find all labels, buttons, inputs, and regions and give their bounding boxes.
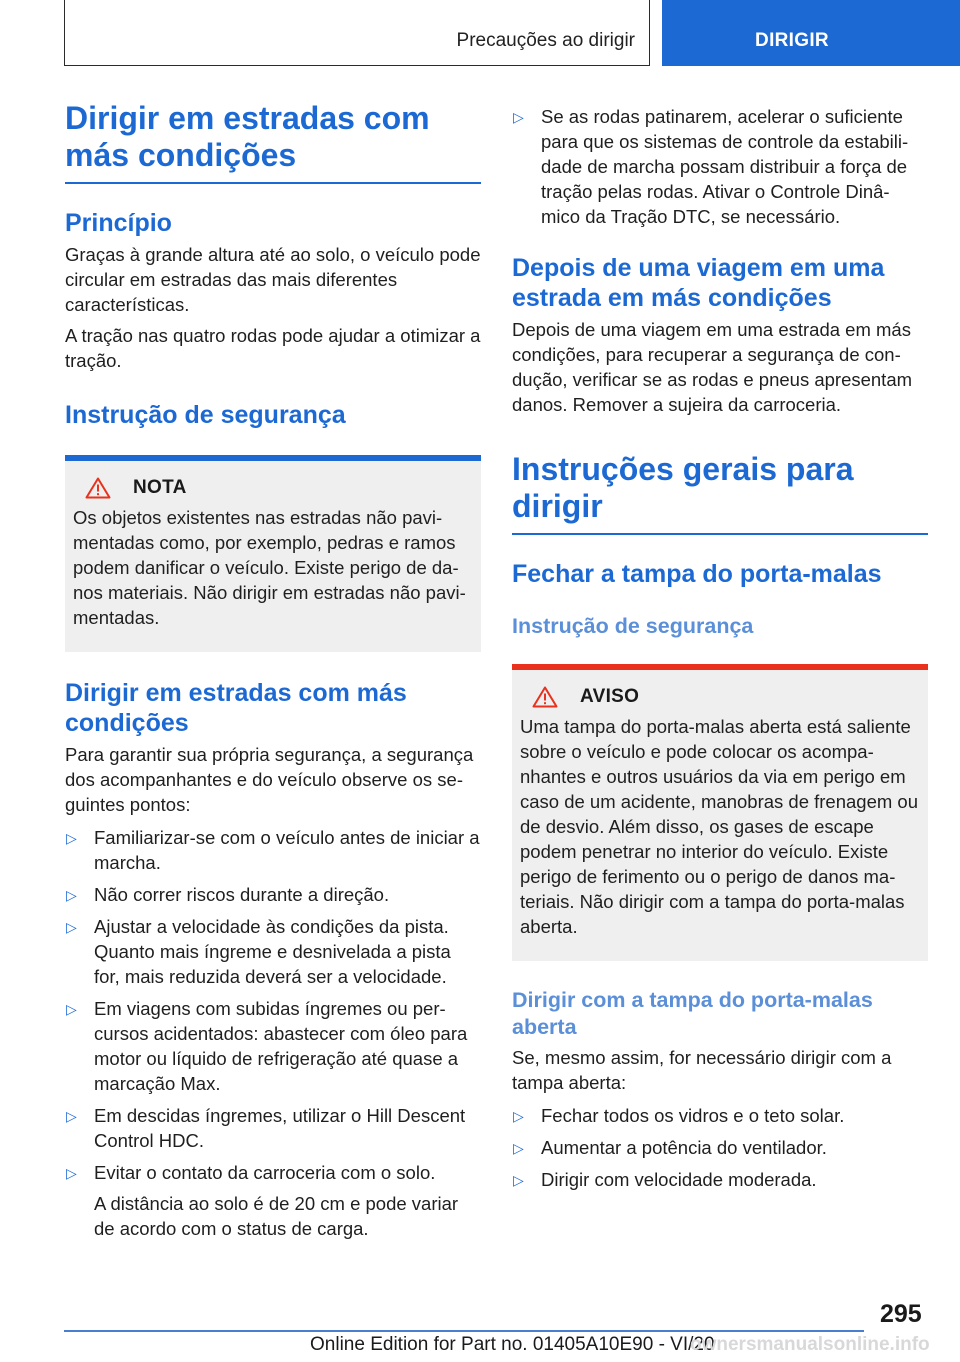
- heading-depois: Depois de uma viagem em uma estrada em más condições: [512, 254, 885, 312]
- list-item-detail: A distância ao solo é de 20 cm e pode variar de acordo com o status de carga.: [94, 1192, 459, 1239]
- list-item: ▷ Aumentar a potência do ventilador.: [512, 1135, 928, 1160]
- list-item: ▷ Evitar o contato da carroceria com o solo. A distância ao solo é de 20 cm e pode variar de acordo com o status de carga.: [65, 1160, 481, 1241]
- note-box: [65, 455, 481, 652]
- bullet-triangle-icon: ▷: [513, 1107, 524, 1124]
- left-column: [65, 100, 481, 1248]
- warning-title: AVISO: [580, 685, 640, 707]
- heading-seguranca-right: Instrução de segurança: [512, 613, 754, 638]
- edition-text: Online Edition for Part no. 01405A10E90 - VI/20: [310, 1334, 715, 1355]
- bullet-triangle-icon: ▷: [66, 1107, 77, 1124]
- paragraph: A tração nas quatro rodas pode ajudar a otimizar a tração.: [65, 324, 481, 371]
- footer-rule: [64, 1330, 864, 1332]
- bullet-triangle-icon: ▷: [513, 1139, 524, 1156]
- bullet-list: [512, 1103, 928, 1192]
- note-title: NOTA: [133, 476, 187, 498]
- paragraph: Graças à grande altura até ao solo, o veículo pode circular em estradas das mais diferentes características.: [65, 243, 481, 315]
- bullet-list: [65, 825, 481, 1241]
- bullet-triangle-icon: ▷: [66, 886, 77, 903]
- bullet-list: [512, 104, 928, 229]
- chapter-tab-label: DIRIGIR: [755, 30, 829, 51]
- section-title: Precauções ao dirigir: [456, 30, 635, 51]
- warning-triangle-icon: [532, 686, 558, 708]
- heading-principio: Princípio: [65, 208, 172, 237]
- list-item: ▷ Fechar todos os vidros e o teto solar.: [512, 1103, 928, 1128]
- bullet-triangle-icon: ▷: [513, 109, 524, 125]
- heading-fechar-tampa: Fechar a tampa do porta-malas: [512, 559, 882, 588]
- warning-header: [532, 686, 920, 708]
- list-item: ▷ Familiarizar-se com o veículo antes de iniciar a marcha.: [66, 826, 480, 873]
- paragraph: Depois de uma viagem em uma estrada em más condições, para recuperar a segurança de con-dução, verificar se as rodas e pneus apresentam danos. Remover a sujeira da carroceria.: [512, 319, 913, 415]
- note-header: [85, 477, 473, 499]
- list-item: ▷ Em descidas íngremes, utilizar o Hill Descent Control HDC.: [66, 1104, 466, 1151]
- watermark: ownersmanualsonline.info: [690, 1334, 930, 1355]
- note-text: Os objetos existentes nas estradas não pavi-mentadas como, por exemplo, pedras e ramos podem danificar o veículo. Existe perigo de da-nos materiais. Não dirigir em estradas não pavi-mentadas.: [73, 506, 466, 628]
- list-item: ▷ Em viagens com subidas íngremes ou per-cursos acidentados: abastecer com óleo para motor ou líquido de refrigeração até quase a marcação Max.: [66, 997, 468, 1094]
- paragraph: Se, mesmo assim, for necessário dirigir com a tampa aberta:: [512, 1046, 892, 1093]
- warning-triangle-icon: [85, 477, 111, 499]
- list-item: ▷ Dirigir com velocidade moderada.: [512, 1167, 928, 1192]
- warning-text: Uma tampa do porta-malas aberta está saliente sobre o veículo e pode colocar os acompa-nhantes e outros usuários da via em perigo em caso de um acidente, manobras de frenagem ou de desvio. Além disso, os gases de escape podem penetrar no interior do veículo. Existe perigo de ferimento ou o perigo de danos ma-teriais. Não dirigir com a tampa do porta-malas aberta.: [520, 715, 918, 937]
- bullet-triangle-icon: ▷: [66, 1000, 77, 1017]
- right-column: [512, 100, 928, 1199]
- bullet-triangle-icon: ▷: [66, 829, 77, 846]
- main-heading-right: Instruções gerais para dirigir: [512, 451, 854, 524]
- heading-rule: [65, 182, 481, 184]
- bullet-triangle-icon: ▷: [66, 1164, 77, 1181]
- warning-box: [512, 664, 928, 961]
- paragraph: Para garantir sua própria segurança, a segurança dos acompanhantes e do veículo observe os se-guintes pontos:: [65, 743, 474, 815]
- heading-dirigir-mas-condicoes: Dirigir em estradas com más condições: [65, 678, 407, 737]
- bullet-triangle-icon: ▷: [66, 918, 77, 935]
- main-heading-left: Dirigir em estradas com más condições: [65, 100, 430, 173]
- heading-rule: [512, 533, 928, 535]
- heading-seguranca: Instrução de segurança: [65, 400, 346, 429]
- bullet-triangle-icon: ▷: [513, 1171, 524, 1188]
- list-item: ▷ Se as rodas patinarem, acelerar o suficiente para que os sistemas de controle da estabili-dade de marcha possam distribuir a força de tração pelas rodas. Ativar o Controle Dinâ-mico da Tração DTC, se necessário.: [513, 106, 909, 227]
- list-item: ▷ Não correr riscos durante a direção.: [65, 882, 481, 907]
- page-number: 295: [880, 1300, 922, 1328]
- header-box: [64, 0, 650, 66]
- heading-dirigir-tampa-aberta: Dirigir com a tampa do porta-malas aberta: [512, 987, 873, 1039]
- chapter-tab[interactable]: [662, 0, 960, 66]
- list-item: ▷ Ajustar a velocidade às condições da pista. Quanto mais íngreme e desnivelada a pista for, mais reduzida deverá ser a velocidade.: [66, 915, 451, 987]
